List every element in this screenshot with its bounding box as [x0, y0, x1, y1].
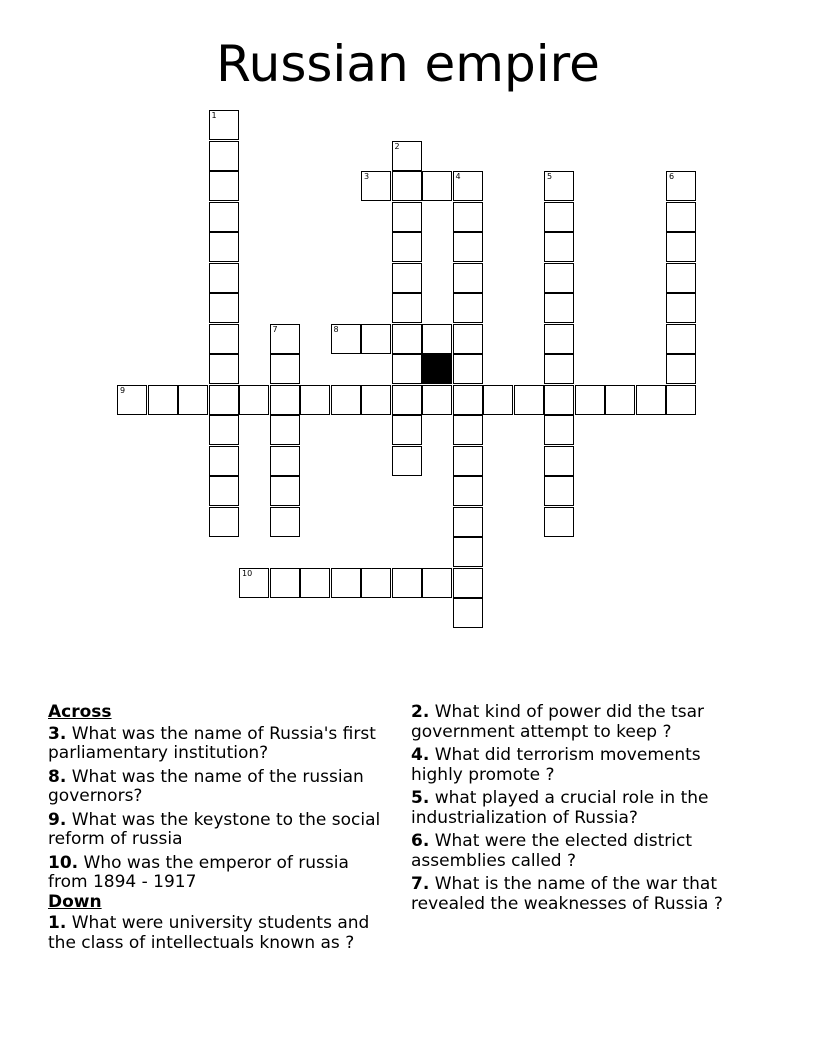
grid-cell[interactable]: [453, 232, 483, 262]
grid-cell[interactable]: [209, 232, 239, 262]
grid-cell[interactable]: [392, 568, 422, 598]
grid-cell[interactable]: [270, 568, 300, 598]
grid-cell[interactable]: [270, 446, 300, 476]
grid-cell[interactable]: [453, 263, 483, 293]
grid-cell[interactable]: [666, 293, 696, 323]
grid-cell[interactable]: [392, 202, 422, 232]
clue-down-6: 6. What were the elected district assemblies called ?: [411, 831, 692, 871]
grid-cell-6[interactable]: [666, 171, 696, 201]
grid-cell-9[interactable]: [117, 385, 147, 415]
grid-cell[interactable]: [453, 568, 483, 598]
grid-cell[interactable]: [666, 202, 696, 232]
grid-cell[interactable]: [453, 446, 483, 476]
grid-cell-5[interactable]: [544, 171, 574, 201]
across-heading: Across: [48, 702, 112, 722]
page-title: Russian empire: [216, 35, 600, 93]
grid-cell[interactable]: [209, 324, 239, 354]
clue-down-7: 7. What is the name of the war that revealed the weaknesses of Russia ?: [411, 874, 723, 914]
grid-cell[interactable]: [544, 202, 574, 232]
grid-cell[interactable]: [636, 385, 666, 415]
grid-cell[interactable]: [453, 324, 483, 354]
grid-cell[interactable]: [209, 263, 239, 293]
grid-cell[interactable]: [544, 415, 574, 445]
grid-cell[interactable]: [209, 141, 239, 171]
grid-cell[interactable]: [209, 507, 239, 537]
grid-cell[interactable]: [422, 171, 452, 201]
grid-cell-2[interactable]: [392, 141, 422, 171]
grid-cell[interactable]: [270, 507, 300, 537]
grid-cell[interactable]: [666, 385, 696, 415]
grid-cell[interactable]: [239, 385, 269, 415]
grid-cell[interactable]: [422, 324, 452, 354]
grid-cell[interactable]: [453, 385, 483, 415]
grid-cell[interactable]: [209, 202, 239, 232]
grid-cell-8[interactable]: [331, 324, 361, 354]
grid-cell[interactable]: [666, 232, 696, 262]
grid-cell[interactable]: [361, 568, 391, 598]
grid-cell[interactable]: [453, 293, 483, 323]
grid-cell[interactable]: [422, 385, 452, 415]
grid-cell[interactable]: [209, 415, 239, 445]
grid-cell[interactable]: [544, 293, 574, 323]
clues-right-column: [411, 703, 756, 918]
clue-across-9: 9. What was the keystone to the social reform of russia: [48, 809, 381, 849]
grid-cell[interactable]: [392, 293, 422, 323]
grid-cell[interactable]: [392, 324, 422, 354]
grid-cell[interactable]: [453, 354, 483, 384]
down-heading: Down: [48, 891, 102, 912]
clue-down-4: 4. What did terrorism movements highly promote ?: [411, 745, 701, 785]
grid-cell[interactable]: [209, 476, 239, 506]
grid-cell[interactable]: [544, 354, 574, 384]
clue-number: 4: [455, 172, 461, 181]
grid-cell[interactable]: [392, 263, 422, 293]
grid-cell[interactable]: [392, 385, 422, 415]
grid-cell[interactable]: [453, 598, 483, 628]
clue-number: 3: [364, 172, 370, 181]
grid-cell-black: [422, 354, 452, 384]
clue-number: 9: [120, 385, 126, 395]
clue-down-5: 5. what played a crucial role in the industrialization of Russia?: [411, 788, 709, 828]
grid-cell[interactable]: [666, 263, 696, 293]
grid-cell[interactable]: [453, 537, 483, 567]
grid-cell-1[interactable]: [209, 110, 239, 140]
grid-cell-3[interactable]: [361, 171, 391, 201]
clue-across-8: 8. What was the name of the russian governors?: [48, 766, 364, 806]
grid-cell[interactable]: [453, 476, 483, 506]
grid-cell[interactable]: [361, 385, 391, 415]
grid-cell[interactable]: [209, 171, 239, 201]
grid-cell[interactable]: [544, 476, 574, 506]
grid-cell-4[interactable]: [453, 171, 483, 201]
grid-cell[interactable]: [514, 385, 544, 415]
grid-cell[interactable]: [392, 232, 422, 262]
grid-cell[interactable]: [575, 385, 605, 415]
grid-cell[interactable]: [300, 385, 330, 415]
grid-cell[interactable]: [178, 385, 208, 415]
clue-across-3: 3. What was the name of Russia's first parliamentary institution?: [48, 723, 376, 763]
grid-cell[interactable]: [270, 415, 300, 445]
grid-cell[interactable]: [392, 171, 422, 201]
grid-cell[interactable]: [361, 324, 391, 354]
grid-cell[interactable]: [209, 354, 239, 384]
grid-cell-7[interactable]: [270, 324, 300, 354]
grid-cell[interactable]: [544, 232, 574, 262]
clue-number: 10: [242, 568, 253, 578]
clue-down-1: 1. What were university students and the class of intellectuals known as ?: [48, 913, 370, 953]
grid-cell[interactable]: [270, 354, 300, 384]
grid-cell[interactable]: [331, 568, 361, 598]
grid-cell[interactable]: [453, 415, 483, 445]
grid-cell[interactable]: [453, 202, 483, 232]
grid-cell[interactable]: [544, 385, 574, 415]
clue-number: 8: [333, 324, 339, 334]
grid-cell[interactable]: [209, 385, 239, 415]
grid-cell[interactable]: [392, 446, 422, 476]
grid-cell[interactable]: [666, 324, 696, 354]
grid-cell[interactable]: [209, 446, 239, 476]
clue-across-10: 10. Who was the emperor of russia from 1894 - 1917: [48, 852, 349, 892]
grid-cell[interactable]: [666, 354, 696, 384]
grid-cell[interactable]: [270, 476, 300, 506]
grid-cell[interactable]: [483, 385, 513, 415]
grid-cell[interactable]: [544, 263, 574, 293]
clue-number: 1: [211, 111, 217, 120]
grid-cell-10[interactable]: [239, 568, 269, 598]
grid-cell[interactable]: [544, 446, 574, 476]
grid-cell[interactable]: [331, 385, 361, 415]
grid-cell[interactable]: [605, 385, 635, 415]
grid-cell[interactable]: [422, 568, 452, 598]
clue-number: 6: [669, 172, 675, 181]
grid-cell[interactable]: [270, 385, 300, 415]
clue-number: 2: [394, 141, 400, 151]
grid-cell[interactable]: [209, 293, 239, 323]
clue-number: 7: [272, 324, 278, 334]
clues-left-column: [48, 703, 393, 957]
clue-number: 5: [547, 172, 553, 181]
grid-cell[interactable]: [544, 324, 574, 354]
grid-cell[interactable]: [453, 507, 483, 537]
grid-cell[interactable]: [392, 354, 422, 384]
grid-cell[interactable]: [300, 568, 330, 598]
grid-cell[interactable]: [392, 415, 422, 445]
clue-down-2: 2. What kind of power did the tsar government attempt to keep ?: [411, 702, 704, 742]
grid-cell[interactable]: [148, 385, 178, 415]
grid-cell[interactable]: [544, 507, 574, 537]
